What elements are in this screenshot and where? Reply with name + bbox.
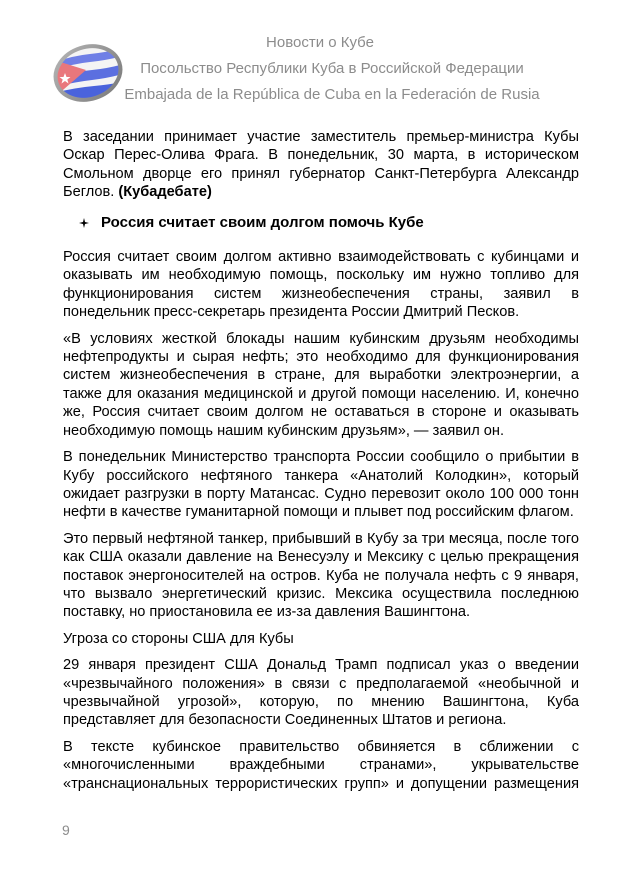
intro-paragraph — [63, 128, 579, 202]
page-number: 9 — [62, 822, 70, 838]
intro-text: В заседании принимает участие заместитель премьер-министра Кубы Оскар Перес-Олива Фрага. В понедельник, 30 марта, в историческом Смольном дворце его принял губернатор Санкт-Петербурга Александр Беглов. — [63, 129, 579, 201]
subsection-title: Угроза со стороны США для Кубы — [63, 630, 294, 647]
diamond-bullet-icon — [79, 218, 89, 228]
source-attribution: (Кубадебате) — [118, 184, 212, 201]
section-heading-text: Россия считает своим долгом помочь Кубе — [101, 213, 424, 231]
paragraph: Россия считает своим долгом активно взаимодействовать с кубинцами и оказывать им необходимую помощь, поскольку им нужно топливо для функционирования систем жизнеобеспечения страны, заявил в понедельник пресс-секретарь президента России Дмитрий Песков. — [63, 249, 579, 321]
quote-paragraph: «В условиях жесткой блокады нашим кубинским друзьям необходимы нефтепродукты и сырая нефть; это необходимо для функционирования систем жизнеобеспечения в стране, для выработки электроэнергии, а также для оказания медицинской и другой помощи населению. И, конечно же, Россия считает своим долгом не оставаться в стороне и оказывать необходимую помощь нашим кубинским друзьям», — заявил он. — [63, 330, 579, 439]
article-body — [63, 128, 579, 801]
header-title: Новости о Кубе — [266, 34, 374, 51]
page-header — [0, 0, 624, 120]
paragraph: В тексте кубинское правительство обвиняется в сближении с «многочисленными враждебными странами», укрывательстве «транснациональных террористических групп» и допущении размещения — [63, 738, 579, 792]
section-heading — [79, 214, 579, 232]
paragraph: В понедельник Министерство транспорта России сообщило о прибытии в Кубу российского нефтяного танкера «Анатолий Колодкин», который ожидает разгрузки в порту Матансас. Судно перевозит около 100 000 тонн нефти в качестве гуманитарной помощи и плывет под российским флагом. — [63, 449, 579, 521]
paragraph: Это первый нефтяной танкер, прибывший в Кубу за три месяца, после того как США оказали давление на Венесуэлу и Мексику с целью прекращения поставок энергоносителей на остров. Куба не получала нефть с 9 января, что вызвало энергетический кризис. Мексика осуществила последнюю поставку, но приостановила ее из-за давления Вашингтона. — [63, 530, 579, 621]
header-embassy-ru: Посольство Республики Куба в Российской Федерации — [140, 60, 524, 77]
header-embassy-es: Embajada de la República de Cuba en la Federación de Rusia — [124, 86, 540, 103]
paragraph: 29 января президент США Дональд Трамп подписал указ о введении «чрезвычайного положения» в связи с предполагаемой «необычной и чрезвычайной угрозой», которую, по мнению Вашингтона, Куба представляет для безопасности Соединенных Штатов и региона. — [63, 657, 579, 729]
